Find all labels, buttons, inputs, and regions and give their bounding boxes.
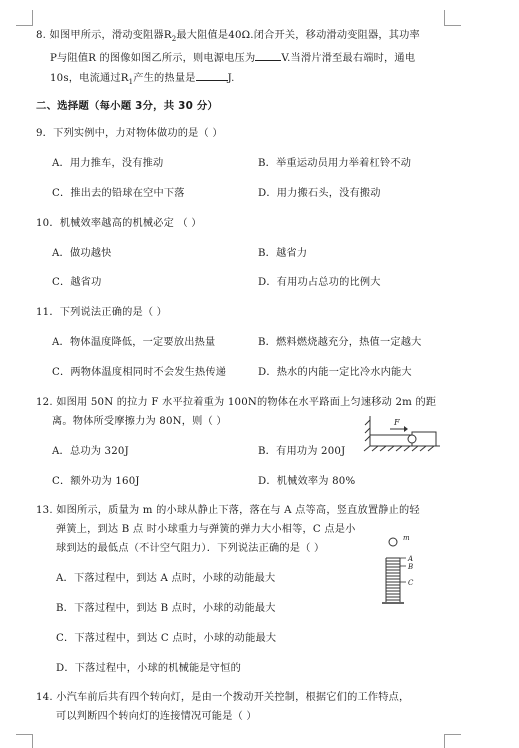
q12-option-a[interactable]: A．总功为 320J bbox=[52, 446, 129, 457]
crop-mark-top-left-h bbox=[16, 25, 33, 26]
q12-line2: 离。物体所受摩擦力为 80N，则（ ） bbox=[52, 416, 227, 427]
q9-option-b[interactable]: B．举重运动员用力举着杠铃不动 bbox=[258, 158, 412, 169]
crop-mark-bottom-right-v bbox=[444, 734, 445, 748]
q13-spring bbox=[386, 558, 400, 602]
q13-label-m: m bbox=[403, 534, 410, 542]
q10-option-a[interactable]: A．做功越快 bbox=[52, 248, 112, 259]
q13-label-b: B bbox=[408, 563, 414, 571]
q11-option-d[interactable]: D．热水的内能一定比冷水内能大 bbox=[258, 367, 412, 378]
q13-figure bbox=[378, 532, 428, 612]
q8-line3-sub: 1 bbox=[128, 78, 134, 87]
q12-option-d[interactable]: D．机械效率为 80% bbox=[258, 476, 356, 487]
q14-line1: 14. 小汽车前后共有四个转向灯，是由一个拨动开关控制，根据它们的工作特点， bbox=[36, 692, 410, 703]
q8-heat-blank[interactable] bbox=[196, 70, 228, 81]
crop-mark-top-left-v bbox=[32, 10, 33, 26]
q8-line3-unit: J. bbox=[227, 73, 235, 84]
q13-label-c: C bbox=[408, 579, 414, 587]
q13-line1: 13. 如图所示，质量为 m 的小球从静止下落，落在与 A 点等高，竖直放置静止的轻 bbox=[36, 505, 420, 516]
q8-line1-sub: 2 bbox=[171, 35, 177, 44]
q8-line1-b: 最大阻值是40Ω.闭合开关，移动滑动变阻器，其功率 bbox=[176, 30, 420, 41]
q8-line3-a: 10s，电流通过R bbox=[50, 73, 129, 84]
q12-figure bbox=[368, 412, 448, 452]
q9-option-d[interactable]: D．用力搬石头，没有搬动 bbox=[258, 188, 381, 199]
q12-option-c[interactable]: C．额外功为 160J bbox=[52, 476, 140, 487]
q13-option-c[interactable]: C．下落过程中，到达 C 点时，小球的动能最大 bbox=[56, 633, 277, 644]
q8-voltage-blank[interactable] bbox=[255, 50, 281, 61]
q14-line2: 可以判断四个转向灯的连接情况可能是（ ） bbox=[56, 711, 257, 722]
q10-stem: 10．机械效率越高的机械必定 （ ） bbox=[36, 218, 202, 229]
q10-option-b[interactable]: B．越省力 bbox=[258, 248, 308, 259]
q11-stem: 11．下列说法正确的是（ ） bbox=[36, 307, 168, 318]
q10-option-d[interactable]: D．有用功占总功的比例大 bbox=[258, 277, 381, 288]
q12-arrow-head bbox=[404, 426, 408, 432]
q12-line1: 12. 如图用 50N 的拉力 F 水平拉着重为 100N的物体在水平路面上匀速移动 2m 的距 bbox=[36, 397, 437, 408]
crop-mark-top-right-h bbox=[444, 25, 461, 26]
q9-option-a[interactable]: A．用力推车，没有推动 bbox=[52, 158, 164, 169]
q12-option-b[interactable]: B．有用功为 200J bbox=[258, 446, 346, 457]
q8-line3-b: 产生的热量是 bbox=[133, 73, 196, 84]
q9-stem: 9．下列实例中，力对物体做功的是（ ） bbox=[36, 128, 223, 139]
q13-option-a[interactable]: A．下落过程中，到达 A 点时，小球的动能最大 bbox=[56, 573, 276, 584]
crop-mark-bottom-left-h bbox=[16, 734, 33, 735]
q9-option-c[interactable]: C．推出去的铅球在空中下落 bbox=[52, 188, 185, 199]
q12-pulley bbox=[408, 435, 416, 443]
crop-mark-bottom-right-h bbox=[444, 734, 461, 735]
q11-option-c[interactable]: C．两物体温度相同时不会发生热传递 bbox=[52, 367, 227, 378]
q8-line2-text: P与阻值R 的图像如图乙所示，则电源电压为 bbox=[50, 53, 256, 64]
section-title: 二、选择题（每小题 3分，共 30 分） bbox=[36, 100, 219, 112]
q13-line2: 弹簧上，到达 B 点 时小球重力与弹簧的弹力大小相等，C 点是小 bbox=[56, 524, 356, 535]
q8-line1-a: 8. 如图甲所示，滑动变阻器R bbox=[36, 30, 172, 41]
q13-option-d[interactable]: D．下落过程中，小球的机械能是守恒的 bbox=[56, 663, 241, 674]
q8-line2 bbox=[50, 50, 415, 65]
q8-line1 bbox=[36, 29, 420, 46]
q13-line3: 球到达的最低点（不计空气阻力）．下列说法正确的是（ ） bbox=[56, 543, 325, 554]
crop-mark-top-right-v bbox=[444, 10, 445, 26]
q11-option-a[interactable]: A．物体温度降低，一定要放出热量 bbox=[52, 337, 216, 348]
q13-ball bbox=[389, 538, 397, 546]
crop-mark-bottom-left-v bbox=[32, 734, 33, 748]
q8-line3 bbox=[50, 70, 235, 89]
q13-label-a: A bbox=[408, 555, 414, 563]
q12-force-label: F bbox=[394, 418, 400, 427]
q8-line2-unit: V.当滑片滑至最右端时，通电 bbox=[281, 53, 416, 64]
q13-option-b[interactable]: B．下落过程中，到达 B 点时，小球的动能最大 bbox=[56, 603, 276, 614]
q10-option-c[interactable]: C．越省功 bbox=[52, 277, 102, 288]
q11-option-b[interactable]: B．燃料燃烧越充分，热值一定越大 bbox=[258, 337, 422, 348]
